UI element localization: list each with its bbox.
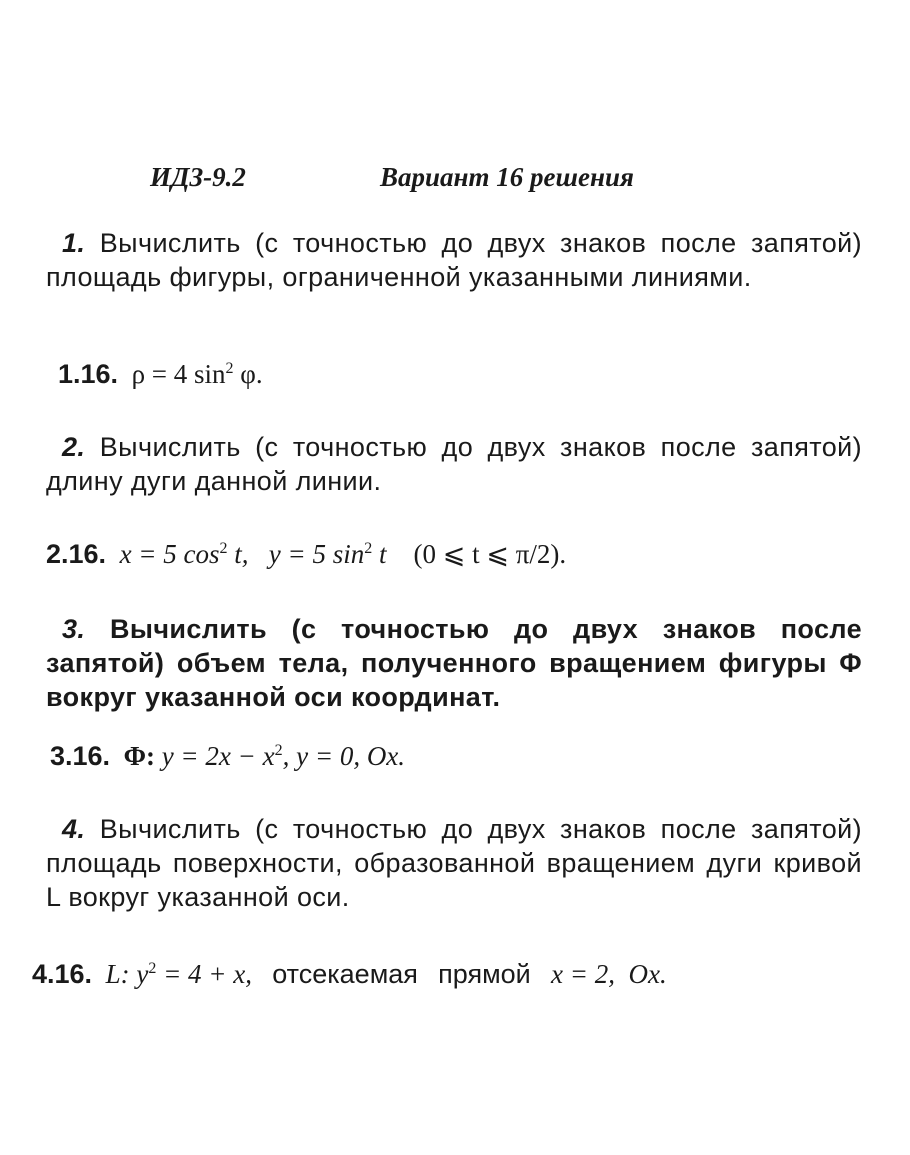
problem-2-formula: x = 5 $\cos^2 t$, y = 5 $\sin^2 t$ (0 ⩽ t ⩽ π/2). (119, 539, 567, 569)
document-header (150, 162, 760, 206)
variant-title: Вариант 16 решения (380, 162, 634, 192)
problem-1-formula: ρ = 4 $\sin^2 \varphi$. (131, 359, 263, 389)
task-4-text: Вычислить (с точностью до двух знаков после запятой) площадь поверхности, образованной вращением дуги кривой L вокруг указанной оси. (46, 814, 862, 912)
problem-3-formula: Φ: $y = 2x - x^2$, y = 0, Ox. (123, 741, 406, 771)
problem-4 (32, 956, 842, 992)
task-2-text: Вычислить (с точностью до двух знаков после запятой) длину дуги данной линии. (46, 432, 862, 496)
task-4-statement (46, 812, 862, 914)
problem-1 (58, 356, 868, 392)
task-3-statement (46, 612, 862, 714)
assignment-id: ИДЗ-9.2 (150, 162, 246, 192)
task-2-number: 2. (62, 432, 86, 462)
task-1-text: Вычислить (с точностью до двух знаков после запятой) площадь фигуры, ограниченной указанными линиями. (46, 228, 862, 292)
task-3-text: Вычислить (с точностью до двух знаков после запятой) объем тела, полученного вращением фигуры Φ вокруг указанной оси координат. (46, 614, 862, 712)
problem-4-number: 4.16. (32, 959, 93, 989)
task-1-number: 1. (62, 228, 86, 258)
task-1-statement (46, 226, 862, 294)
task-4-number: 4. (62, 814, 86, 844)
problem-1-number: 1.16. (58, 359, 119, 389)
problem-3-number: 3.16. (50, 741, 111, 771)
task-3-number: 3. (62, 614, 86, 644)
problem-2-number: 2.16. (46, 539, 107, 569)
problem-3 (50, 738, 860, 774)
task-2-statement (46, 430, 862, 498)
problem-2 (46, 536, 856, 572)
problem-4-formula: L: $y^2 = 4 + x$, отсекаемая прямой x = 2, Ox. (105, 959, 667, 989)
